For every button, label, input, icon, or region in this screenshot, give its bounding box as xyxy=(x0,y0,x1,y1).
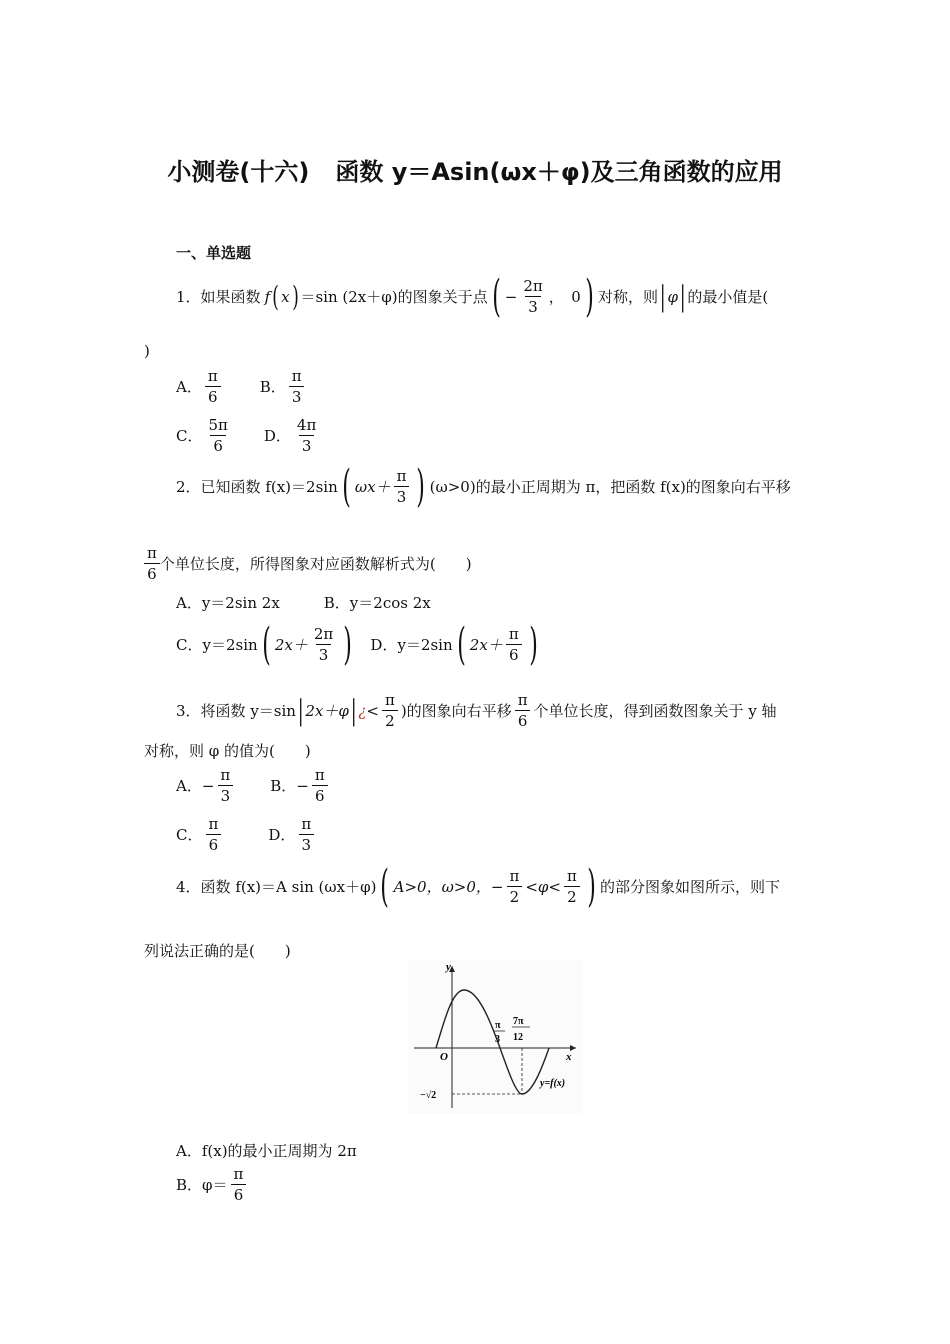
q1-number: 1． xyxy=(176,288,201,306)
q2-shift-fraction: $\frac{\pi}{6}$ xyxy=(144,543,160,584)
q3-line2: 对称，则 φ 的值为( ) xyxy=(144,742,311,760)
q1-option-c[interactable]: C． $\frac{5\pi}{6}$ xyxy=(176,416,228,455)
q4-option-b[interactable]: B．φ＝ $\frac{\pi}{6}$ xyxy=(176,1164,249,1205)
q3-post: 个单位长度，得到函数图象关于 y 轴 xyxy=(533,702,777,720)
q3-shift-fraction: $\frac{\pi}{6}$ xyxy=(515,690,531,731)
q2-post: (ω>0)的最小正周期为 π，把函数 f(x)的图象向右平移 xyxy=(429,478,791,496)
q4-function-graph xyxy=(408,960,582,1114)
q3-mid: )的图象向右平移 xyxy=(400,702,512,720)
title-part2: 函数 y＝Asin(ωx＋φ)及三角函数的应用 xyxy=(335,158,783,186)
q4-cond-mid: <φ< xyxy=(525,877,561,896)
q1-f: f xyxy=(264,287,271,306)
q3-option-b[interactable]: B．− $\frac{\pi}{6}$ xyxy=(270,765,330,806)
y-axis-label: y xyxy=(446,961,451,973)
q4-cond-fraction1: $\frac{\pi}{2}$ xyxy=(506,866,522,907)
q4-pre: 函数 f(x)＝A sin (ωx＋φ) xyxy=(200,878,377,896)
origin-label: O xyxy=(440,1051,448,1063)
q2-line2 xyxy=(144,543,472,584)
q1-neg: − xyxy=(504,287,518,306)
q4-line2: 列说法正确的是( ) xyxy=(144,942,291,960)
q3-bound-fraction: $\frac{\pi}{2}$ xyxy=(382,690,398,731)
q3-lt: < xyxy=(366,701,379,720)
q2-option-c[interactable]: C．y＝2sin ( 2x＋ $\frac{2\pi}{3}$ ) xyxy=(176,618,353,670)
q3-glyph: ¿ xyxy=(358,701,367,720)
q2-option-d[interactable]: D．y＝2sin ( 2x＋ $\frac{\pi}{6}$ ) xyxy=(370,618,538,670)
ymin-label: −√2 xyxy=(420,1090,437,1101)
q1-close: ) xyxy=(144,342,150,360)
q3-option-c[interactable]: C． $\frac{\pi}{6}$ xyxy=(176,814,224,855)
q2-number: 2． xyxy=(176,478,201,496)
q1-option-d[interactable]: D． $\frac{4\pi}{3}$ xyxy=(263,416,317,455)
question-3: 3． 将函数 y＝sin | 2x＋φ | ¿ < $\frac{\pi}{2}$ )的图象向右平移 $\frac{\pi}{6}$ 个单位长度，得到函数图象关于 y 轴 xyxy=(176,691,777,730)
q3-pre: 将函数 y＝sin xyxy=(200,702,296,720)
q2-options-row2 xyxy=(176,618,542,670)
x-axis-label: x xyxy=(566,1051,572,1063)
q1-options-row2 xyxy=(176,415,322,456)
question-2: 2． 已知函数 f(x)＝2sin ( ωx＋ $\frac{\pi}{3}$ ) (ω>0)的最小正周期为 π，把函数 f(x)的图象向右平移 xyxy=(176,460,791,512)
q1-post2: 的最小值是( xyxy=(687,288,769,306)
q1-x: x xyxy=(281,287,290,306)
q3-options-row1 xyxy=(176,765,331,806)
page-title xyxy=(0,152,950,187)
q2-post2: 个单位长度，所得图象对应函数解析式为( ) xyxy=(159,555,472,573)
q3-inner: 2x＋φ xyxy=(305,702,349,720)
q1-point-y: ， 0 xyxy=(548,288,581,306)
q1-pre: 如果函数 xyxy=(200,288,261,306)
title-part1: 小测卷(十六) xyxy=(167,158,310,186)
question-1: 1． 如果函数 f ( x ) ＝sin (2x＋φ)的图象关于点 ( − $\frac{2\pi}{3}$ ， 0 ) 对称，则 | φ | 的最小值是( xyxy=(176,270,769,322)
q1-options-row1 xyxy=(176,366,308,407)
tick1-num: π xyxy=(495,1020,501,1031)
section-heading: 一、单选题 xyxy=(176,244,252,262)
question-4: 4． 函数 f(x)＝A sin (ωx＋φ) ( A>0，ω>0，− $\frac{\pi}{2}$ <φ< $\frac{\pi}{2}$ ) 的部分图象如图所示，则下 xyxy=(176,860,781,912)
q4-option-a[interactable]: A．f(x)的最小正周期为 2π xyxy=(176,1142,357,1160)
q3-option-a[interactable]: A．− $\frac{\pi}{3}$ xyxy=(176,765,236,806)
q1-post: 对称，则 xyxy=(597,288,658,306)
q4-number: 4． xyxy=(176,878,201,896)
q4-post: 的部分图象如图所示，则下 xyxy=(600,878,781,896)
curve-label: y=f(x) xyxy=(540,1078,566,1089)
q4-cond1: A>0，ω>0，− xyxy=(393,878,504,896)
q1-phi: φ xyxy=(667,287,678,306)
q3-number: 3． xyxy=(176,702,201,720)
tick2-num: 7π xyxy=(513,1016,524,1027)
tick2-den: 12 xyxy=(513,1032,523,1043)
q1-option-b[interactable]: B． $\frac{\pi}{3}$ xyxy=(260,366,308,407)
q2-option-a[interactable]: A．y＝2sin 2x xyxy=(176,594,280,612)
q2-inner-fraction: $\frac{\pi}{3}$ xyxy=(394,466,410,507)
q1-mid: ＝sin (2x＋φ)的图象关于点 xyxy=(300,288,488,306)
q1-point-fraction: $\frac{2\pi}{3}$ xyxy=(523,277,543,316)
q3-option-d[interactable]: D． $\frac{\pi}{3}$ xyxy=(268,814,317,855)
q2-pre: 已知函数 f(x)＝2sin xyxy=(200,478,338,496)
q1-option-a[interactable]: A． $\frac{\pi}{6}$ xyxy=(176,366,224,407)
q2-options-row1 xyxy=(176,592,431,613)
q2-option-b[interactable]: B．y＝2cos 2x xyxy=(323,594,431,612)
tick1-den: 3 xyxy=(495,1034,500,1045)
q4-cond-fraction2: $\frac{\pi}{2}$ xyxy=(564,866,580,907)
q2-inner: ωx＋ xyxy=(354,478,391,496)
q3-options-row2 xyxy=(176,814,317,855)
